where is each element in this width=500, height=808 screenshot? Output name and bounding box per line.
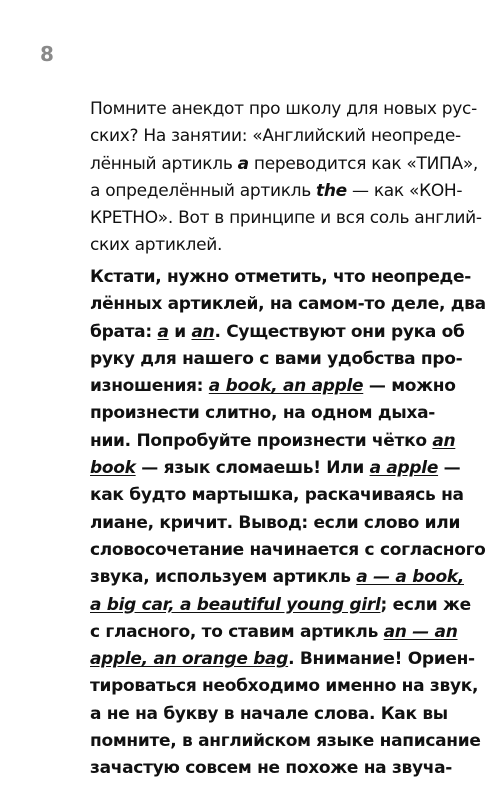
text-fragment: брата:: [90, 321, 158, 342]
english-term: a book, an apple: [208, 376, 364, 397]
text-fragment: лённый артикль: [90, 153, 238, 174]
text-line: ских? На занятии: «Английский неопреде-: [90, 126, 461, 147]
text-line: тироваться необходимо именно на звук,: [90, 676, 479, 697]
english-term: a apple: [369, 458, 439, 479]
text-line: лённых артиклей, на самом-то деле, два: [90, 294, 486, 315]
text-line: [90, 592, 471, 619]
english-term: an: [432, 430, 456, 451]
text-fragment: . Существуют они рука об: [214, 321, 465, 342]
text-fragment: изношения:: [90, 376, 209, 397]
text-line: КРЕТНО». Вот в принципе и вся соль англий-: [90, 208, 482, 229]
text-fragment: . Внимание! Ориен-: [288, 649, 475, 670]
text-line: Кстати, нужно отметить, что неопреде-: [90, 267, 471, 287]
text-line: лиане, кричит. Вывод: если слово или: [90, 512, 461, 533]
text-line: [90, 619, 458, 646]
page-number: 8: [40, 42, 54, 66]
text-fragment: — язык сломаешь! Или: [135, 458, 370, 479]
text-line: а не на букву в начале слова. Как вы: [90, 703, 448, 724]
text-line: [90, 646, 475, 673]
text-line: [90, 151, 479, 178]
text-fragment: переводится как «ТИПА»,: [248, 153, 479, 174]
english-term: an: [191, 321, 215, 342]
text-fragment: ; если же: [380, 594, 471, 615]
text-line: [90, 428, 456, 455]
text-line: помните, в английском языке написание: [90, 731, 481, 752]
text-fragment: а определённый артикль: [90, 180, 317, 201]
intro-paragraph: [90, 96, 482, 260]
text-fragment: — можно: [363, 376, 456, 397]
articles-paragraph: [90, 264, 486, 783]
text-line: зачастую совсем не похоже на звуча-: [90, 758, 453, 779]
english-term: book: [90, 458, 136, 479]
text-line: словосочетание начинается с согласного: [90, 539, 486, 560]
english-term: a — a book,: [356, 567, 464, 588]
text-fragment: —: [438, 458, 461, 479]
english-term: the: [316, 180, 347, 201]
text-fragment: — как «КОН-: [346, 180, 463, 201]
text-fragment: с гласного, то ставим артикль: [90, 621, 384, 642]
english-term: a: [237, 153, 249, 174]
text-line: Помните анекдот про школу для новых рус-: [90, 99, 477, 119]
text-line: [90, 564, 464, 591]
english-term: apple, an orange bag: [90, 649, 289, 670]
text-line: [90, 178, 463, 205]
english-term: a: [157, 321, 169, 342]
text-line: [90, 319, 465, 346]
text-fragment: нии. Попробуйте произнести чётко: [90, 430, 433, 451]
text-fragment: и: [168, 321, 192, 342]
text-line: руку для нашего с вами удобства про-: [90, 348, 463, 369]
text-line: [90, 455, 461, 482]
english-term: a big car, a beautiful young girl: [90, 594, 381, 615]
text-line: как будто мартышка, раскачиваясь на: [90, 485, 464, 506]
text-line: [90, 373, 456, 400]
text-fragment: звука, используем артикль: [90, 567, 357, 588]
english-term: an — an: [383, 621, 458, 642]
text-line: ских артиклей.: [90, 235, 223, 256]
text-line: произнести слитно, на одном дыха-: [90, 403, 435, 424]
